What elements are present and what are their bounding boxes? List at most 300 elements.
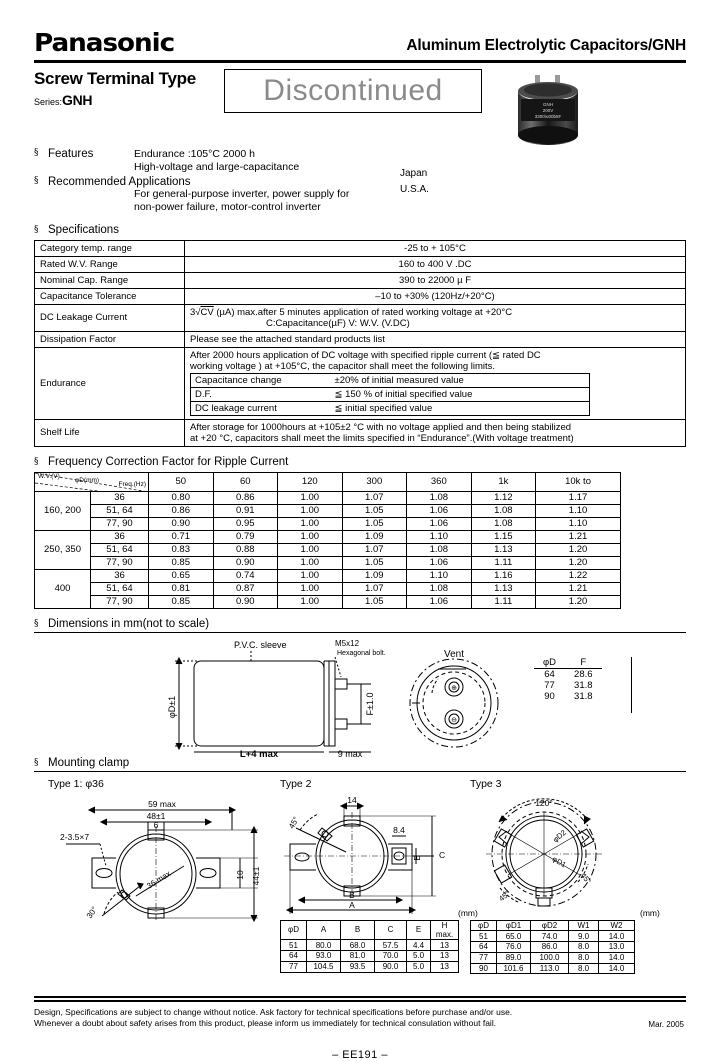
spec-label: Dissipation Factor	[35, 331, 185, 347]
freq-value: 0.85	[149, 595, 214, 608]
freq-value: 1.16	[471, 569, 536, 582]
leakage-rest: (µA) max.after 5 minutes application of rated working voltage at +20°C	[213, 306, 513, 318]
dimensions-section-head	[34, 618, 686, 630]
endurance-intro-2: working voltage ) at +105°C, the capacitor shall meet the following limits.	[190, 360, 496, 372]
table-row	[35, 331, 686, 347]
freq-value: 1.11	[471, 556, 536, 569]
applications-heading: Recommended Applications	[48, 176, 191, 189]
t3-col-header: W2	[599, 920, 635, 931]
page-number: – EE191 –	[332, 1049, 388, 1061]
table-row	[191, 373, 590, 387]
t3-cell: 65.0	[497, 931, 531, 942]
svg-text:14: 14	[347, 794, 357, 805]
t3-cell: 100.0	[531, 952, 569, 963]
freq-col-header: 300	[342, 472, 407, 491]
t2-cell: 81.0	[341, 951, 375, 962]
table-row	[35, 569, 621, 582]
freq-value: 1.00	[278, 595, 343, 608]
freq-group-voltage: 250, 350	[35, 530, 91, 569]
freq-value: 0.85	[149, 556, 214, 569]
mounting-section-head	[34, 757, 686, 769]
type3-title: Type 3	[470, 777, 502, 790]
spec-value-shelf	[185, 419, 686, 446]
table-row	[281, 940, 459, 951]
freq-value: 1.08	[471, 504, 536, 517]
capacitor-vent-view-drawing	[402, 645, 512, 755]
freq-value: 0.87	[213, 582, 278, 595]
freq-value: 0.74	[213, 569, 278, 582]
t2-cell: 5.0	[407, 961, 431, 972]
leakage-overline-term: CV	[200, 306, 214, 318]
freq-value: 0.80	[149, 491, 214, 504]
svg-text:48±1: 48±1	[146, 810, 166, 821]
region-usa: U.S.A.	[400, 184, 429, 195]
svg-text:M5x12: M5x12	[335, 638, 360, 648]
shelf-line-1: After storage for 1000hours at +105±2 °C with no voltage applied and then being stabilized	[190, 421, 572, 433]
type1-clamp-drawing	[44, 796, 274, 936]
freq-value: 1.00	[278, 556, 343, 569]
table-row-shelf	[35, 419, 686, 446]
freq-diameter: 77, 90	[91, 517, 149, 530]
freq-value: 1.09	[342, 569, 407, 582]
limit-value: ±20% of initial measured value	[331, 373, 590, 387]
dimensions-heading: Dimensions in mm(not to scale)	[48, 617, 210, 630]
svg-text:⊕: ⊕	[451, 684, 457, 692]
limit-label: D.F.	[191, 387, 331, 401]
t2-col-header: φD	[281, 920, 307, 940]
svg-text:30°: 30°	[84, 904, 100, 920]
table-row	[534, 668, 602, 680]
corner-diameter-label: φD(mm)	[75, 476, 100, 484]
table-row	[471, 931, 635, 942]
spec-label: Category temp. range	[35, 240, 185, 256]
freq-value: 1.20	[536, 595, 621, 608]
freq-diameter: 36	[91, 569, 149, 582]
freq-diameter: 77, 90	[91, 556, 149, 569]
title-band	[34, 69, 686, 147]
svg-text:B: B	[349, 889, 355, 900]
freq-value: 1.00	[278, 582, 343, 595]
freq-value: 0.83	[149, 543, 214, 556]
mounting-clamp-area	[34, 772, 686, 990]
t3-cell: 89.0	[497, 952, 531, 963]
features-line-2: High-voltage and large-capacitance	[134, 161, 300, 174]
freq-value: 1.22	[536, 569, 621, 582]
freq-value: 1.07	[342, 582, 407, 595]
svg-text:C: C	[439, 849, 446, 860]
type3-dimension-table	[470, 920, 635, 975]
spec-label: Nominal Cap. Range	[35, 272, 185, 288]
freq-value: 1.05	[342, 595, 407, 608]
freq-value: 1.21	[536, 582, 621, 595]
svg-text:3300\u00b5F: 3300\u00b5F	[534, 114, 562, 119]
freq-value: 1.07	[342, 543, 407, 556]
t2-cell: 57.5	[375, 940, 407, 951]
spec-label: Rated W.V. Range	[35, 256, 185, 272]
table-row	[35, 556, 621, 569]
freq-value: 1.00	[278, 504, 343, 517]
freq-value: 1.11	[471, 595, 536, 608]
footer-rules	[34, 996, 686, 1002]
svg-text:2-3.5×7: 2-3.5×7	[60, 831, 90, 842]
table-row	[35, 256, 686, 272]
table-row	[191, 387, 590, 401]
type2-clamp-drawing	[274, 794, 454, 919]
leakage-prefix: 3	[190, 306, 196, 318]
section-bullet-icon: §	[34, 224, 39, 235]
freq-value: 1.08	[471, 517, 536, 530]
type2-title: Type 2	[280, 777, 312, 790]
features-text	[134, 148, 299, 174]
freq-value: 1.10	[407, 530, 472, 543]
freq-value: 1.06	[407, 504, 472, 517]
freq-value: 1.10	[407, 569, 472, 582]
t3-cell: 8.0	[569, 952, 599, 963]
freq-value: 1.20	[536, 543, 621, 556]
freq-value: 0.90	[213, 556, 278, 569]
page-header	[34, 28, 686, 57]
freq-value: 1.05	[342, 504, 407, 517]
table-row	[35, 288, 686, 304]
t2-cell: 93.5	[341, 961, 375, 972]
t2-cell: 77	[281, 961, 307, 972]
t3-cell: 13.0	[599, 942, 635, 953]
t3-cell: 8.0	[569, 942, 599, 953]
section-bullet-icon: §	[34, 176, 39, 187]
svg-text:10: 10	[235, 869, 245, 880]
t3-cell: 8.0	[569, 963, 599, 974]
type1-title: Type 1: φ36	[48, 777, 104, 790]
freq-col-header: 60	[213, 472, 278, 491]
freq-col-header: 120	[278, 472, 343, 491]
t3-cell: 9.0	[569, 931, 599, 942]
svg-text:⊖: ⊖	[451, 716, 457, 724]
t2-cell: 80.0	[307, 940, 341, 951]
svg-text:A: A	[349, 899, 355, 910]
freq-value: 0.71	[149, 530, 214, 543]
corner-freq-label: Freq.(Hz)	[118, 480, 146, 488]
t3-col-header: W1	[569, 920, 599, 931]
svg-text:45°: 45°	[286, 814, 301, 830]
svg-text:Vent: Vent	[443, 648, 465, 660]
specifications-section-head	[34, 224, 686, 236]
t3-cell: 14.0	[599, 963, 635, 974]
title-left-column	[34, 69, 224, 108]
frequency-heading: Frequency Correction Factor for Ripple Current	[48, 455, 289, 468]
spec-value: 160 to 400 V .DC	[185, 256, 686, 272]
freq-diameter: 36	[91, 491, 149, 504]
svg-text:F±1.0: F±1.0	[365, 692, 375, 715]
table-row	[534, 691, 602, 702]
t3-cell: 51	[471, 931, 497, 942]
series-line	[34, 92, 224, 108]
footer-line-1: Design, Specifications are subject to change without notice. Ask factory for technical specifications before purchase and/or use.	[34, 1006, 513, 1017]
footer-line-2: Whenever a doubt about safety arises from this product, please inform us immediately for technical consulation without fail.	[34, 1017, 497, 1028]
limit-value: ≦ 150 % of initial specified value	[331, 387, 590, 401]
specifications-table	[34, 240, 686, 447]
frequency-correction-table	[34, 472, 621, 609]
table-row	[471, 952, 635, 963]
footer-disclaimer	[34, 1007, 686, 1030]
mounting-heading: Mounting clamp	[48, 756, 130, 769]
t2-cell: 93.0	[307, 951, 341, 962]
table-row-endurance	[35, 347, 686, 419]
footer-date: Mar. 2005	[648, 1019, 684, 1029]
table-row	[35, 543, 621, 556]
freq-value: 1.13	[471, 582, 536, 595]
svg-text:Hexagonal bolt.: Hexagonal bolt.	[337, 649, 386, 657]
endurance-intro-1: After 2000 hours application of DC voltage with specified ripple current (≦ rated DC	[190, 349, 541, 361]
t3-col-header: φD2	[531, 920, 569, 931]
t3-cell: 90	[471, 963, 497, 974]
freq-value: 0.86	[213, 491, 278, 504]
freq-value: 1.07	[342, 491, 407, 504]
freq-value: 0.86	[149, 504, 214, 517]
table-row	[35, 595, 621, 608]
dim-col-header: F	[565, 657, 602, 669]
radical-icon: √	[195, 306, 201, 318]
svg-text:45°: 45°	[578, 870, 594, 886]
svg-text:9 max: 9 max	[337, 748, 363, 757]
specifications-heading: Specifications	[48, 223, 119, 236]
leakage-legend: C:Capacitance(µF) V: W.V. (V.DC)	[266, 317, 410, 329]
freq-value: 0.90	[149, 517, 214, 530]
features-row	[34, 148, 686, 174]
applications-row	[34, 176, 686, 188]
table-row	[281, 961, 459, 972]
table-row	[35, 582, 621, 595]
features-line-1: Endurance :105°C 2000 h	[134, 148, 255, 160]
freq-value: 1.10	[536, 504, 621, 517]
applications-line-2: non-power failure, motor-control inverter	[134, 201, 321, 214]
spec-label: Capacitance Tolerance	[35, 288, 185, 304]
corner-wv-label: W.V.(V)	[38, 472, 60, 480]
freq-value: 0.88	[213, 543, 278, 556]
t2-cell: 4.4	[407, 940, 431, 951]
header-rule	[34, 60, 686, 63]
freq-value: 1.00	[278, 530, 343, 543]
series-value: GNH	[62, 92, 93, 108]
shelf-line-2: at +20 °C, capacitors shall meet the limits specified in “Endurance”.(With voltage treatment)	[190, 432, 574, 444]
dim-f-value: 31.8	[574, 679, 593, 691]
t2-col-header: A	[307, 920, 341, 940]
svg-text:φD±1: φD±1	[167, 695, 177, 718]
freq-col-header: 1k	[471, 472, 536, 491]
t3-cell: 76.0	[497, 942, 531, 953]
svg-text:200V: 200V	[542, 108, 554, 113]
leakage-formula-line	[190, 307, 680, 318]
t3-cell: 77	[471, 952, 497, 963]
freq-value: 1.06	[407, 517, 472, 530]
panasonic-logo: Panasonic	[34, 28, 175, 57]
section-bullet-icon: §	[34, 618, 39, 629]
t3-cell: 14.0	[599, 952, 635, 963]
spec-value-leakage	[185, 304, 686, 331]
dim-col-header: φD	[534, 657, 565, 669]
t3-cell: 74.0	[531, 931, 569, 942]
freq-diameter: 77, 90	[91, 595, 149, 608]
type3-unit-label: (mm)	[640, 907, 660, 918]
table-row	[534, 680, 602, 691]
freq-value: 0.91	[213, 504, 278, 517]
freq-diameter: 51, 64	[91, 543, 149, 556]
table-row	[471, 963, 635, 974]
t3-cell: 64	[471, 942, 497, 953]
t2-col-header: C	[375, 920, 407, 940]
frequency-corner-header	[35, 472, 149, 491]
limit-label: DC leakage current	[191, 401, 331, 415]
t3-col-header: φD1	[497, 920, 531, 931]
dim-diameter: 64	[534, 668, 565, 680]
t2-cell: 13	[431, 961, 459, 972]
freq-value: 1.10	[536, 517, 621, 530]
freq-value: 1.05	[342, 556, 407, 569]
table-header-row	[35, 472, 621, 491]
discontinued-label: Discontinued	[263, 74, 443, 107]
t2-cell: 13	[431, 940, 459, 951]
region-japan: Japan	[400, 168, 428, 179]
freq-value: 1.17	[536, 491, 621, 504]
t2-cell: 68.0	[341, 940, 375, 951]
table-row	[35, 272, 686, 288]
spec-value: 390 to 22000 µ F	[185, 272, 686, 288]
freq-value: 1.21	[536, 530, 621, 543]
table-header-row	[471, 920, 635, 931]
dim-diameter: 90	[544, 690, 555, 702]
dimensions-drawing-area	[34, 633, 686, 755]
table-row	[191, 401, 590, 415]
type2-unit-label: (mm)	[458, 907, 478, 918]
spec-label: Endurance	[35, 347, 185, 419]
freq-value: 0.95	[213, 517, 278, 530]
spec-label: DC Leakage Current	[35, 304, 185, 331]
freq-group-voltage: 160, 200	[35, 491, 91, 530]
freq-value: 1.08	[407, 582, 472, 595]
table-row	[35, 491, 621, 504]
freq-value: 1.06	[407, 556, 472, 569]
table-header-row	[534, 657, 602, 669]
table-row	[35, 530, 621, 543]
table-row	[471, 942, 635, 953]
freq-value: 1.00	[278, 491, 343, 504]
capacitor-photo	[508, 69, 588, 157]
svg-text:P.V.C. sleeve: P.V.C. sleeve	[234, 639, 287, 650]
svg-text:L+4 max: L+4 max	[239, 748, 279, 757]
spec-label: Shelf Life	[35, 419, 185, 446]
dim-diameter: 77	[544, 679, 555, 691]
svg-text:8.4: 8.4	[393, 824, 405, 835]
spec-value: Please see the attached standard products list	[185, 331, 686, 347]
freq-value: 1.15	[471, 530, 536, 543]
freq-diameter: 36	[91, 530, 149, 543]
discontinued-stamp	[224, 69, 482, 113]
table-row	[281, 951, 459, 962]
t2-cell: 104.5	[307, 961, 341, 972]
t2-col-header: E	[407, 920, 431, 940]
freq-col-header: 50	[149, 472, 214, 491]
dim-f-value: 31.8	[574, 690, 593, 702]
capacitor-side-view-drawing	[139, 639, 439, 757]
svg-text:120°: 120°	[535, 797, 553, 808]
t2-cell: 5.0	[407, 951, 431, 962]
freq-value: 0.65	[149, 569, 214, 582]
endurance-limits-table	[190, 373, 590, 416]
freq-value: 0.79	[213, 530, 278, 543]
t3-cell: 14.0	[599, 931, 635, 942]
freq-col-header: 360	[407, 472, 472, 491]
header-product-family: Aluminum Electrolytic Capacitors/GNH	[406, 37, 686, 54]
freq-value: 1.00	[278, 569, 343, 582]
type2-dimension-table	[280, 920, 459, 973]
svg-text:59 max: 59 max	[148, 798, 176, 809]
freq-value: 1.12	[471, 491, 536, 504]
freq-value: 1.00	[278, 543, 343, 556]
freq-value: 0.81	[149, 582, 214, 595]
t3-col-header: φD	[471, 920, 497, 931]
freq-value: 1.20	[536, 556, 621, 569]
freq-diameter: 51, 64	[91, 504, 149, 517]
t3-cell: 86.0	[531, 942, 569, 953]
applications-line-1: For general-purpose inverter, power supply for	[134, 188, 350, 201]
freq-value: 1.09	[342, 530, 407, 543]
section-bullet-icon: §	[34, 148, 39, 158]
t2-col-header: B	[341, 920, 375, 940]
freq-value: 1.06	[407, 595, 472, 608]
dimension-f-table	[534, 657, 602, 702]
table-row-leakage	[35, 304, 686, 331]
t2-cell: 13	[431, 951, 459, 962]
table-row	[35, 517, 621, 530]
spec-value-endurance	[185, 347, 686, 419]
freq-value: 1.00	[278, 517, 343, 530]
svg-text:6: 6	[153, 819, 159, 830]
page-title: Screw Terminal Type	[34, 69, 196, 88]
table-header-row	[281, 920, 459, 940]
t3-cell: 101.6	[497, 963, 531, 974]
svg-text:44±1: 44±1	[251, 866, 261, 885]
freq-group-voltage: 400	[35, 569, 91, 608]
type3-clamp-drawing	[466, 792, 646, 917]
spec-value: –10 to +30% (120Hz/+20°C)	[185, 288, 686, 304]
spec-value: -25 to + 105°C	[185, 240, 686, 256]
t2-cell: 51	[281, 940, 307, 951]
table-row	[35, 504, 621, 517]
table-row	[35, 240, 686, 256]
limit-value: ≦ initial specified value	[331, 401, 590, 415]
freq-value: 1.13	[471, 543, 536, 556]
freq-value: 1.08	[407, 543, 472, 556]
limit-label: Capacitance change	[191, 373, 331, 387]
t3-cell: 113.0	[531, 963, 569, 974]
features-heading: Features	[48, 148, 94, 160]
freq-value: 0.90	[213, 595, 278, 608]
frequency-section-head	[34, 456, 686, 468]
series-label: Series:	[34, 97, 63, 107]
t2-cell: 90.0	[375, 961, 407, 972]
svg-text:45°: 45°	[497, 888, 512, 903]
svg-text:E: E	[413, 854, 422, 861]
freq-col-header: 10k to	[536, 472, 621, 491]
svg-text:φD2: φD2	[550, 827, 568, 844]
t2-cell: 64	[281, 951, 307, 962]
section-bullet-icon: §	[34, 456, 39, 467]
section-bullet-icon: §	[34, 757, 39, 768]
freq-value: 1.05	[342, 517, 407, 530]
dim-f-value: 28.6	[565, 668, 602, 680]
freq-diameter: 51, 64	[91, 582, 149, 595]
svg-text:36 max: 36 max	[145, 868, 173, 891]
freq-value: 1.08	[407, 491, 472, 504]
